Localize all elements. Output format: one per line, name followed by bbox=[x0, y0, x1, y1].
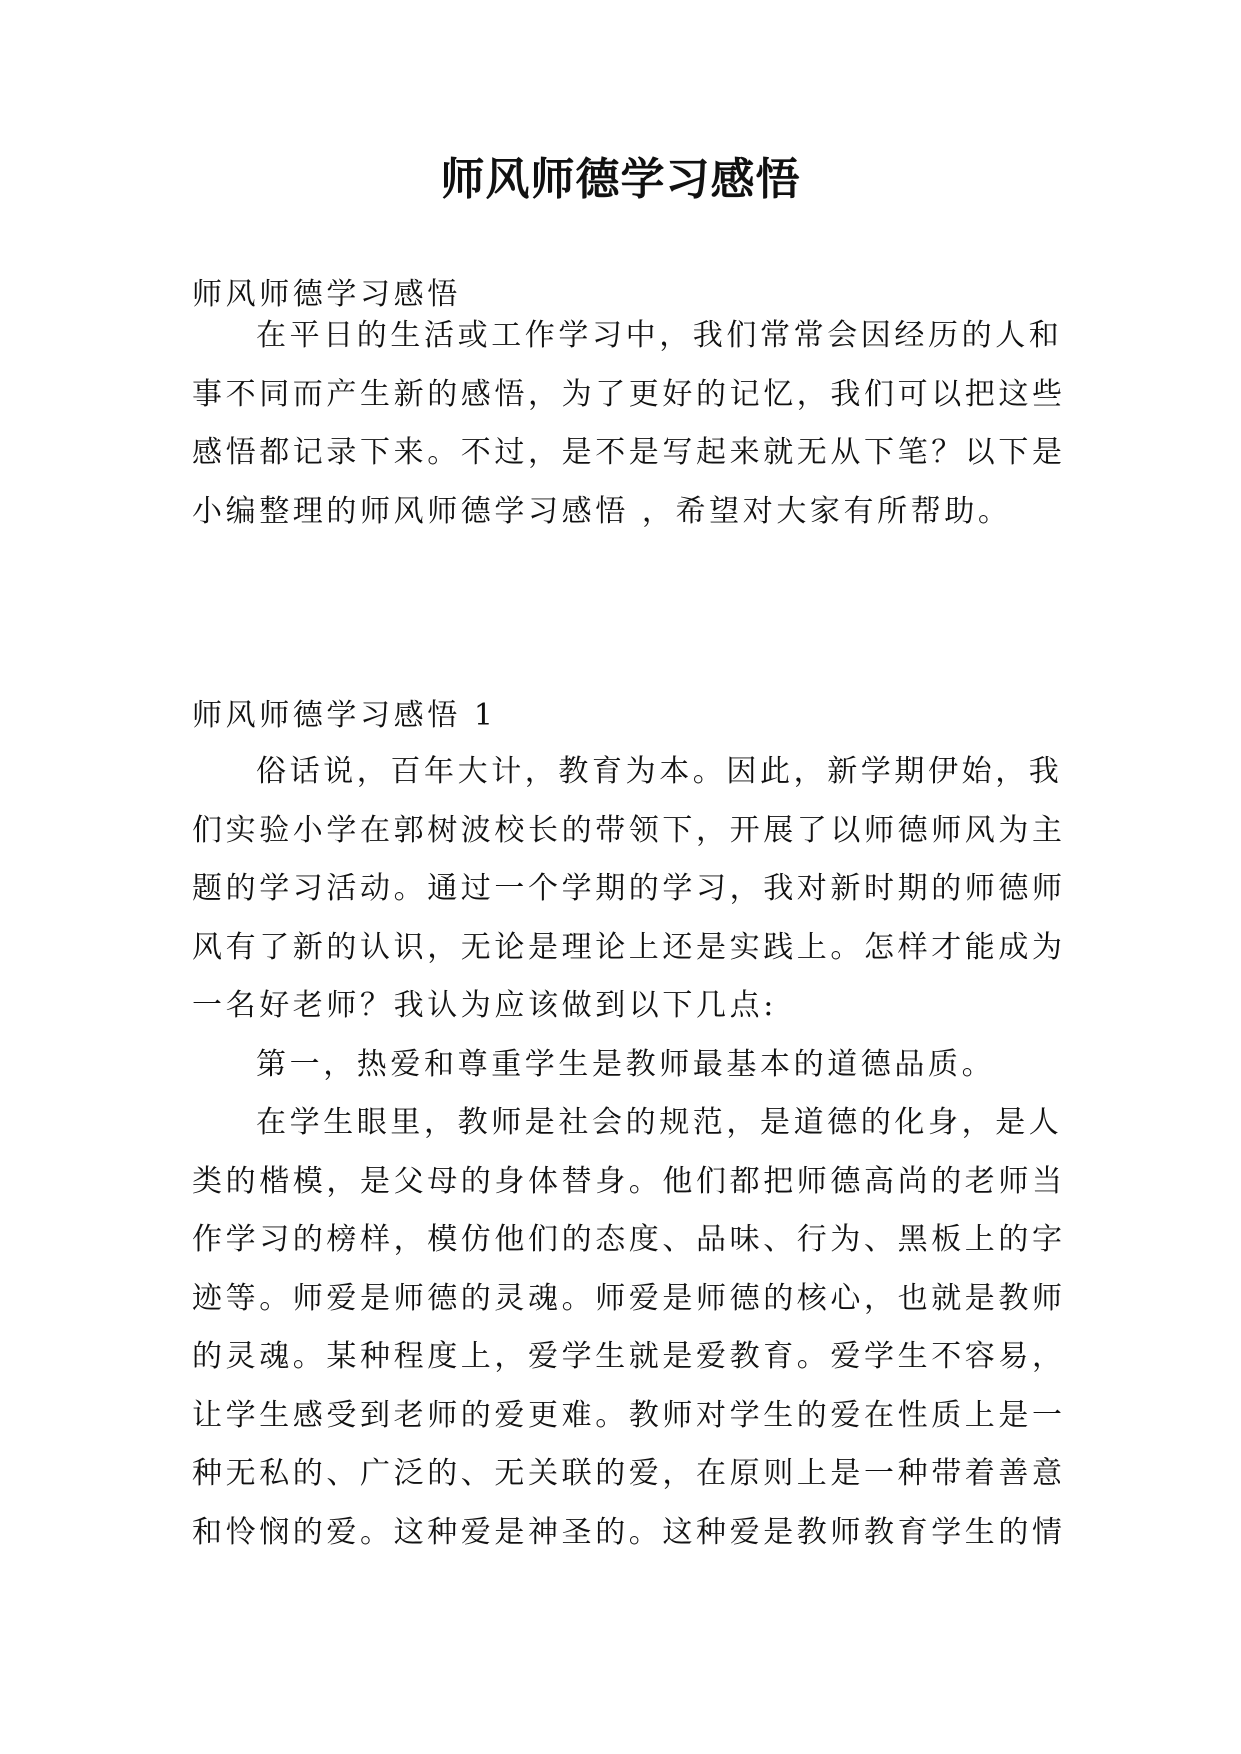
paragraph-line: 一名好老师？我认为应该做到以下几点: bbox=[192, 988, 777, 1023]
intro-paragraph bbox=[192, 307, 1066, 541]
paragraph-line: 作学习的榜样，模仿他们的态度、品味、行为、黑板上的字 bbox=[192, 1222, 1066, 1257]
intro-line: 小编整理的师风师德学习感悟 ，希望对大家有所帮助。 bbox=[192, 493, 1012, 529]
section1-paragraph-2 bbox=[192, 1036, 1056, 1095]
section1-heading: 师风师德学习感悟 1 bbox=[192, 698, 497, 733]
section1-heading-block bbox=[192, 687, 1056, 746]
paragraph-line: 风有了新的认识，无论是理论上还是实践上。怎样才能成为 bbox=[192, 929, 1066, 965]
paragraph-line: 和怜悯的爱。这种爱是神圣的。这种爱是教师教育学生的情 bbox=[192, 1514, 1066, 1550]
paragraph-line: 让学生感受到老师的爱更难。教师对学生的爱在性质上是一 bbox=[192, 1397, 1066, 1433]
paragraph-line: 种无私的、广泛的、无关联的爱，在原则上是一种带着善意 bbox=[192, 1456, 1066, 1491]
paragraph-line: 们实验小学在郭树波校长的带领下，开展了以师德师风为主 bbox=[192, 812, 1066, 848]
document-title: 师风师德学习感悟 bbox=[440, 154, 801, 205]
paragraph-line: 迹等。师爱是师德的灵魂。师爱是师德的核心，也就是教师 bbox=[192, 1280, 1066, 1316]
section1-paragraph-1 bbox=[192, 743, 1066, 1036]
paragraph-line: 类的楷模，是父母的身体替身。他们都把师德高尚的老师当 bbox=[192, 1163, 1066, 1199]
intro-line: 在平日的生活或工作学习中，我们常常会因经历的人和 bbox=[256, 318, 1063, 353]
paragraph-line: 第一，热爱和尊重学生是教师最基本的道德品质。 bbox=[256, 1047, 996, 1082]
intro-line: 感悟都记录下来。不过，是不是写起来就无从下笔？以下是 bbox=[192, 435, 1066, 470]
paragraph-line: 俗话说，百年大计，教育为本。因此，新学期伊始，我 bbox=[256, 754, 1063, 789]
section1-paragraph-3 bbox=[192, 1094, 1066, 1562]
paragraph-line: 题的学习活动。通过一个学期的学习，我对新时期的师德师 bbox=[192, 871, 1066, 906]
paragraph-line: 在学生眼里，教师是社会的规范，是道德的化身，是人 bbox=[256, 1105, 1063, 1140]
paragraph-line: 的灵魂。某种程度上，爱学生就是爱教育。爱学生不容易， bbox=[192, 1339, 1066, 1374]
intro-line: 事不同而产生新的感悟，为了更好的记忆，我们可以把这些 bbox=[192, 376, 1066, 412]
intro-heading: 师风师德学习感悟 bbox=[192, 277, 461, 312]
